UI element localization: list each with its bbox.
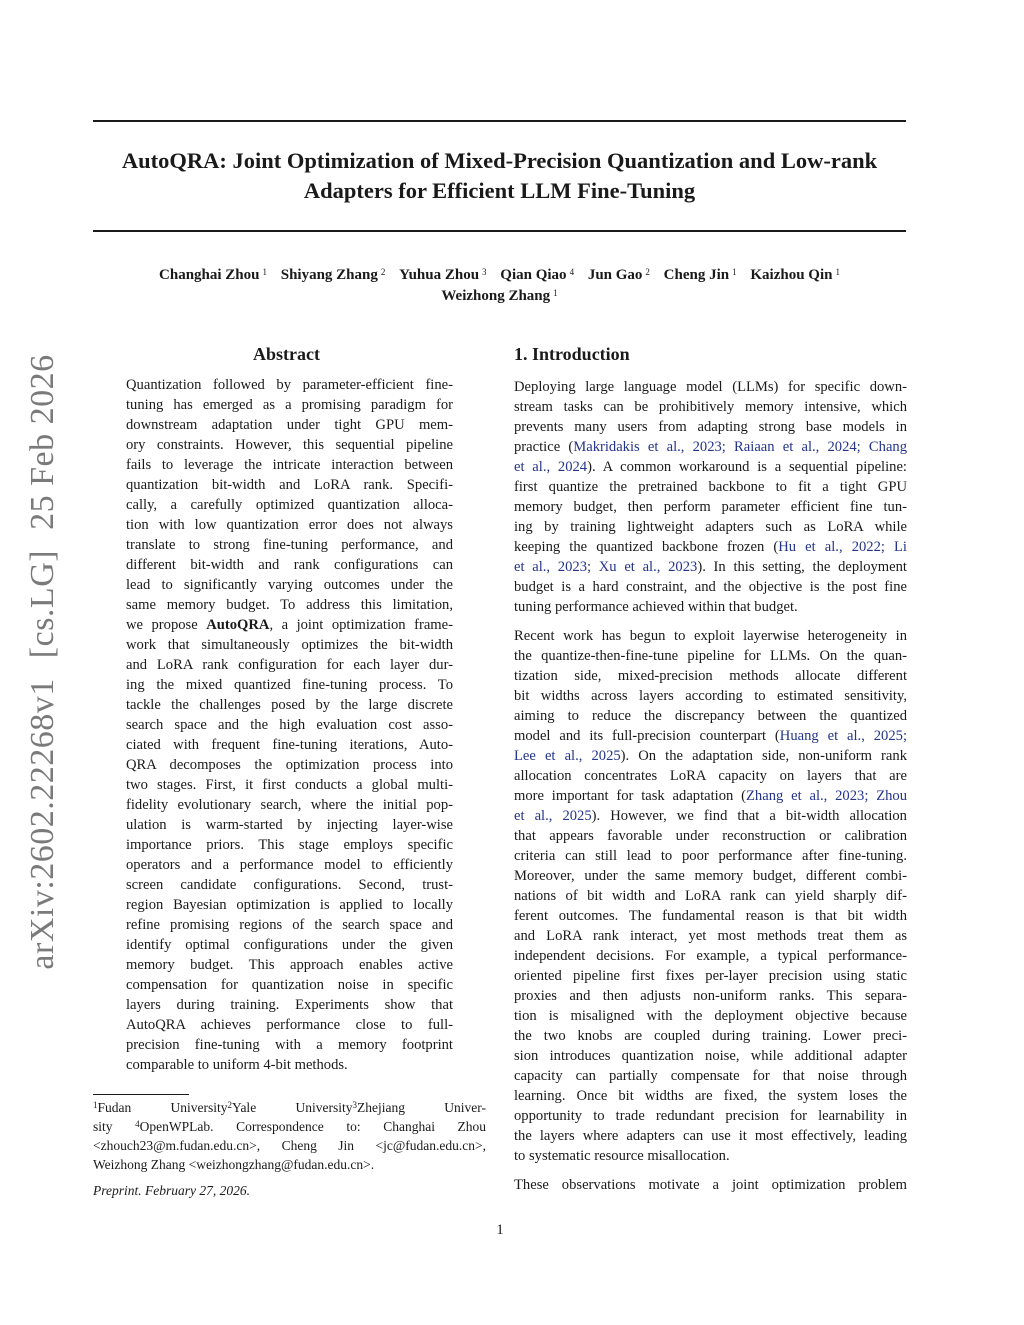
author: Qian Qiao $^4$ (500, 267, 575, 283)
citation-link[interactable]: et al., 2025 (514, 808, 592, 824)
arxiv-id: arXiv:2602.22268v1 (24, 678, 61, 970)
author: Kaizhou Qin $^1$ (750, 267, 840, 283)
abstract-line: memory budget. This approach enables active (126, 957, 453, 973)
abstract-line: and LoRA rank configuration for each layer dur- (126, 657, 453, 673)
abstract-line: quantization bit-width and LoRA rank. Specifi- (126, 477, 453, 493)
abstract-line: lead to significantly varying outcomes under the (126, 577, 453, 593)
abstract-line: cally, a carefully optimized quantization alloca- (126, 497, 453, 513)
title-rule-bottom (93, 230, 906, 232)
arxiv-stamp (24, 344, 62, 979)
author-list (93, 265, 906, 307)
author: Weizhong Zhang $^1$ (441, 288, 558, 304)
title-line-1: AutoQRA: Joint Optimization of Mixed-Precision Quantization and Low-rank (121, 148, 878, 173)
abstract-line: importance priors. This stage employs specific (126, 837, 453, 853)
abstract-line: translate to strong fine-tuning performance, and (126, 537, 453, 553)
citation-link[interactable]: et al., 2024 (514, 459, 588, 475)
author: Jun Gao $^2$ (587, 267, 650, 283)
intro-body (514, 377, 907, 1195)
citation-link[interactable]: Lee et al., 2025 (514, 748, 621, 764)
abstract-line: operators and a performance model to efficiently (126, 857, 453, 873)
abstract-line: same memory budget. To address this limitation, (126, 597, 453, 613)
author: Cheng Jin $^1$ (663, 267, 737, 283)
correspondence-emails: <zhouch23@m.fudan.edu.cn>, Cheng Jin <jc@fudan.edu.cn>, (93, 1138, 486, 1153)
abstract-line: comparable to uniform 4-bit methods. (126, 1057, 348, 1073)
abstract-line: tackle the challenges posed by the large discrete (126, 697, 453, 713)
abstract-line: layers during training. Experiments show that (126, 997, 453, 1013)
page-number: 1 (496, 1222, 504, 1238)
abstract-line: ciated with frequent fine-tuning iterations, Auto- (126, 737, 453, 753)
citation-link[interactable]: Huang et al., 2025; (779, 728, 907, 744)
paper-title (93, 146, 906, 206)
abstract-line: two stages. First, it first conducts a global multi- (126, 777, 453, 793)
citation-link[interactable]: Hu et al., 2022; Li (778, 539, 907, 555)
preprint-note: Preprint. February 27, 2026. (93, 1183, 250, 1198)
author: Yuhua Zhou $^3$ (399, 267, 487, 283)
abstract-line: refine promising regions of the search space and (126, 917, 453, 933)
abstract-line: QRA decomposes the optimization process into (126, 757, 453, 773)
abstract-line: screen candidate configurations. Second, trust- (126, 877, 453, 893)
abstract-heading: Abstract (253, 344, 320, 364)
abstract-line: we propose AutoQRA, a joint optimization frame- (126, 617, 453, 633)
abstract-line: precision fine-tuning with a memory footprint (126, 1037, 453, 1053)
method-name: AutoQRA (206, 617, 270, 633)
arxiv-date: 25 Feb 2026 (24, 354, 61, 530)
intro-paragraph-3: These observations motivate a joint optimization problem (514, 1177, 907, 1193)
abstract-line: search space and the high evaluation cost asso- (126, 717, 453, 733)
abstract-line: tion with low quantization error does not always (126, 517, 453, 533)
citation-link[interactable]: Zhang et al., 2023; Zhou (746, 788, 907, 804)
intro-paragraph-1: Deploying large language model (LLMs) for specific down- stream tasks can be prohibitively memory intensive, which prevents many users from adapting strong base models in practice (Makridakis et al., 2023; Raiaan et al., 2024; Chang et al., 2024). A common workaround is a sequential pipeline: first quantize the pretrained backbone to fit a tight GPU memory budget, then perform parameter efficient fine tun- ing by training lightweight adapters such as LoRA while keeping the quantized backbone frozen (Hu et al., 2022; Li et al., 2023; Xu et al., 2023). In this setting, the deployment budget is a hard constraint, and the objective is the post fine tuning performance achieved within that budget. (514, 379, 908, 615)
intro-heading: 1. Introduction (514, 344, 630, 364)
author: Shiyang Zhang $^2$ (280, 267, 386, 283)
abstract-line: compensation for quantization noise in specific (126, 977, 453, 993)
abstract-line: AutoQRA achieves performance close to full- (126, 1017, 453, 1033)
intro-paragraph-2: Recent work has begun to exploit layerwise heterogeneity in the quantize-then-fine-tune pipeline for LLMs. On the quan- tization side, mixed-precision methods allocate different bit widths across layers according to estimated sensitivity, aiming to reduce the discrepancy between the quantized model and its full-precision counterpart (Huang et al., 2025; Lee et al., 2025). On the adaptation side, non-uniform rank allocation concentrates LoRA capacity on layers that are more important for task adaptation (Zhang et al., 2023; Zhou et al., 2025). However, we find that a bit-width allocation that appears favorable under reconstruction or calibration criteria can still lead to poor performance after fine-tuning. Moreover, under the same memory budget, different combi- nations of bit width and LoRA rank can yield sharply dif- ferent outcomes. The fundamental reason is that bit width and LoRA rank interact, yet most methods treat them as independent decisions. For example, a typical performance- oriented pipeline first fixes per-layer precision using static proxies and then adjusts non-uniform ranks. This separa- tion is misaligned with the deployment objective because the two knobs are coupled during training. Lower preci- sion introduces quantization noise, while additional adapter capacity can partially compensate for that noise through learning. Once bit widths are fixed, the system loses the opportunity to trade redundant precision for learnability in the layers where adapters can use it most effectively, leading to systematic resource misallocation. (514, 628, 907, 1164)
abstract-line: ory constraints. However, this sequential pipeline (126, 437, 453, 453)
abstract-line: fidelity evolutionary search, where the initial pop- (126, 797, 453, 813)
title-line-2: Adapters for Efficient LLM Fine-Tuning (303, 178, 696, 203)
abstract-body (126, 375, 453, 1075)
arxiv-category: [cs.LG] (24, 549, 61, 659)
correspondence-emails: Weizhong Zhang <weizhongzhang@fudan.edu.cn>. (93, 1157, 375, 1172)
abstract-line: different bit-width and rank configurations can (126, 557, 453, 573)
abstract-line: tuning has emerged as a promising paradigm for (126, 397, 453, 413)
citation-link[interactable]: et al., 2023; Xu et al., 2023 (514, 559, 698, 575)
citation-link[interactable]: Makridakis et al., 2023; Raiaan et al., 2024; Chang (573, 439, 908, 455)
author: Changhai Zhou $^1$ (159, 267, 267, 283)
abstract-line: region Bayesian optimization is applied to locally (126, 897, 453, 913)
abstract-line: ulation is warm-started by injecting layer-wise (126, 817, 453, 833)
abstract-line: Quantization followed by parameter-efficient fine- (126, 377, 453, 393)
abstract-line: fails to leverage the intricate interaction between (126, 457, 453, 473)
affiliations-footnote: $^1$Fudan University$^2$Yale University$^3$Zhejiang Univer- sity $^4$OpenWPLab. Correspondence to: Changhai Zhou <zhouch23@m.fudan.edu.cn>, Cheng Jin <jc@fudan.edu.cn>, Weizhong Zhang <weizhongzhang@fudan.edu.cn>. (93, 1100, 487, 1172)
abstract-line: identify optimal configurations under the given (126, 937, 453, 953)
abstract-line: work that simultaneously optimizes the bit-width (126, 637, 453, 653)
abstract-line: downstream adaptation under tight GPU mem- (126, 417, 453, 433)
footnote-rule (93, 1094, 189, 1095)
abstract-line: ing the mixed quantized fine-tuning process. To (126, 677, 453, 693)
title-rule-top (93, 120, 906, 122)
